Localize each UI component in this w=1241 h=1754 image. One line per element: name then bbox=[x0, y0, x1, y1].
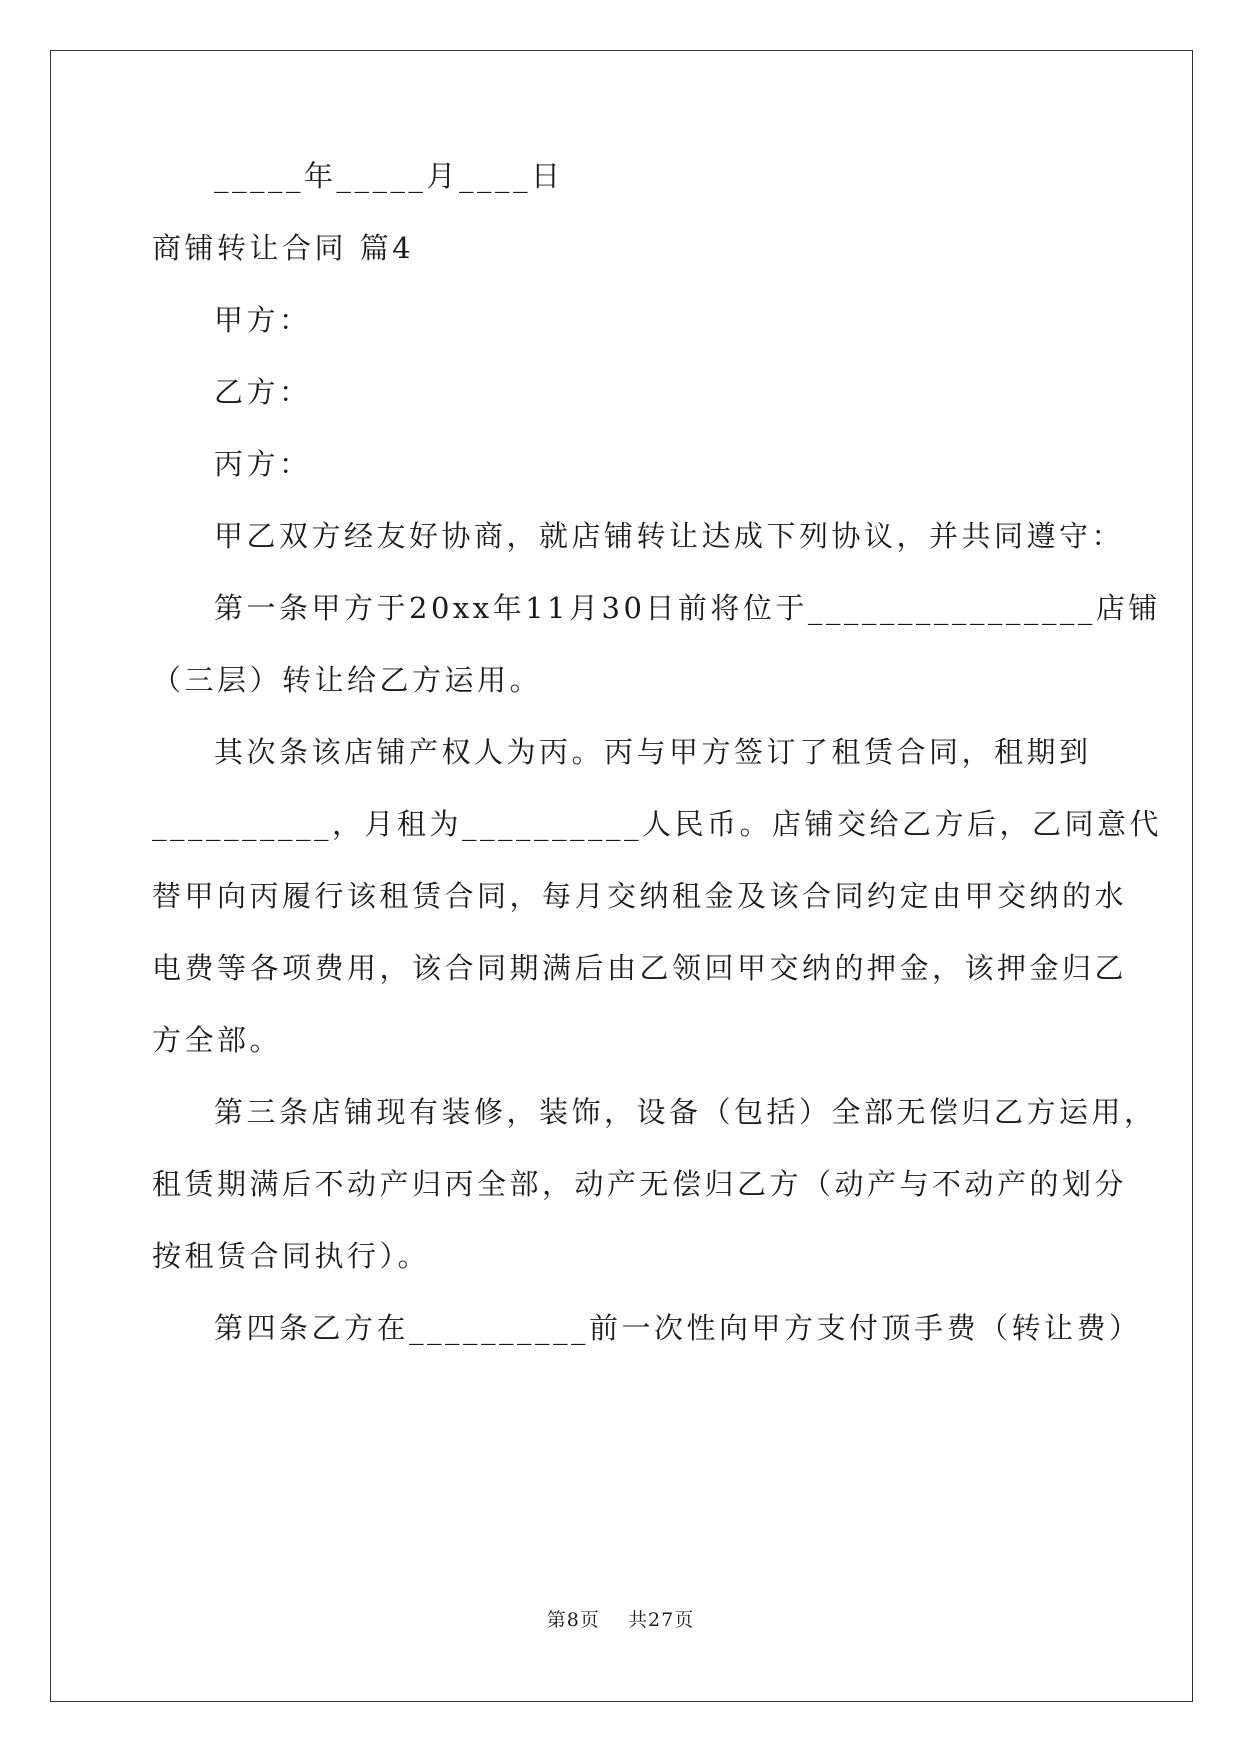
article-3-line-3: 按租赁合同执行）。 bbox=[152, 1239, 431, 1273]
article-2-line-1: 其次条该店铺产权人为丙。丙与甲方签订了租赁合同，租期到 bbox=[214, 735, 1092, 769]
article-1-line-1: 第一条甲方于20xx年11月30日前将位于________________店铺 bbox=[214, 591, 1161, 625]
article-2-line-5: 方全部。 bbox=[152, 1023, 283, 1057]
article-3-line-1: 第三条店铺现有装修，装饰，设备（包括）全部无偿归乙方运用， bbox=[214, 1095, 1157, 1129]
section-title: 商铺转让合同 篇4 bbox=[152, 231, 415, 265]
article-2-line-2: __________，月租为__________人民币。店铺交给乙方后，乙同意代 bbox=[152, 807, 1163, 841]
article-4-line-1: 第四条乙方在__________前一次性向甲方支付顶手费（转让费） bbox=[214, 1311, 1142, 1345]
party-a-label: 甲方： bbox=[214, 303, 312, 337]
agreement-intro: 甲乙双方经友好协商，就店铺转让达成下列协议，并共同遵守： bbox=[214, 519, 1125, 553]
article-3-line-2: 租赁期满后不动产归丙全部，动产无偿归乙方（动产与不动产的划分 bbox=[152, 1167, 1128, 1201]
date-line: _____年_____月____日 bbox=[214, 159, 564, 193]
party-b-label: 乙方： bbox=[214, 375, 312, 409]
article-1-line-2: （三层）转让给乙方运用。 bbox=[152, 663, 543, 697]
party-c-label: 丙方： bbox=[214, 447, 312, 481]
page-number-footer: 第8页 共27页 bbox=[546, 1609, 695, 1631]
article-2-line-4: 电费等各项费用，该合同期满后由乙领回甲交纳的押金，该押金归乙 bbox=[152, 951, 1128, 985]
article-2-line-3: 替甲向丙履行该租赁合同，每月交纳租金及该合同约定由甲交纳的水 bbox=[152, 879, 1128, 913]
